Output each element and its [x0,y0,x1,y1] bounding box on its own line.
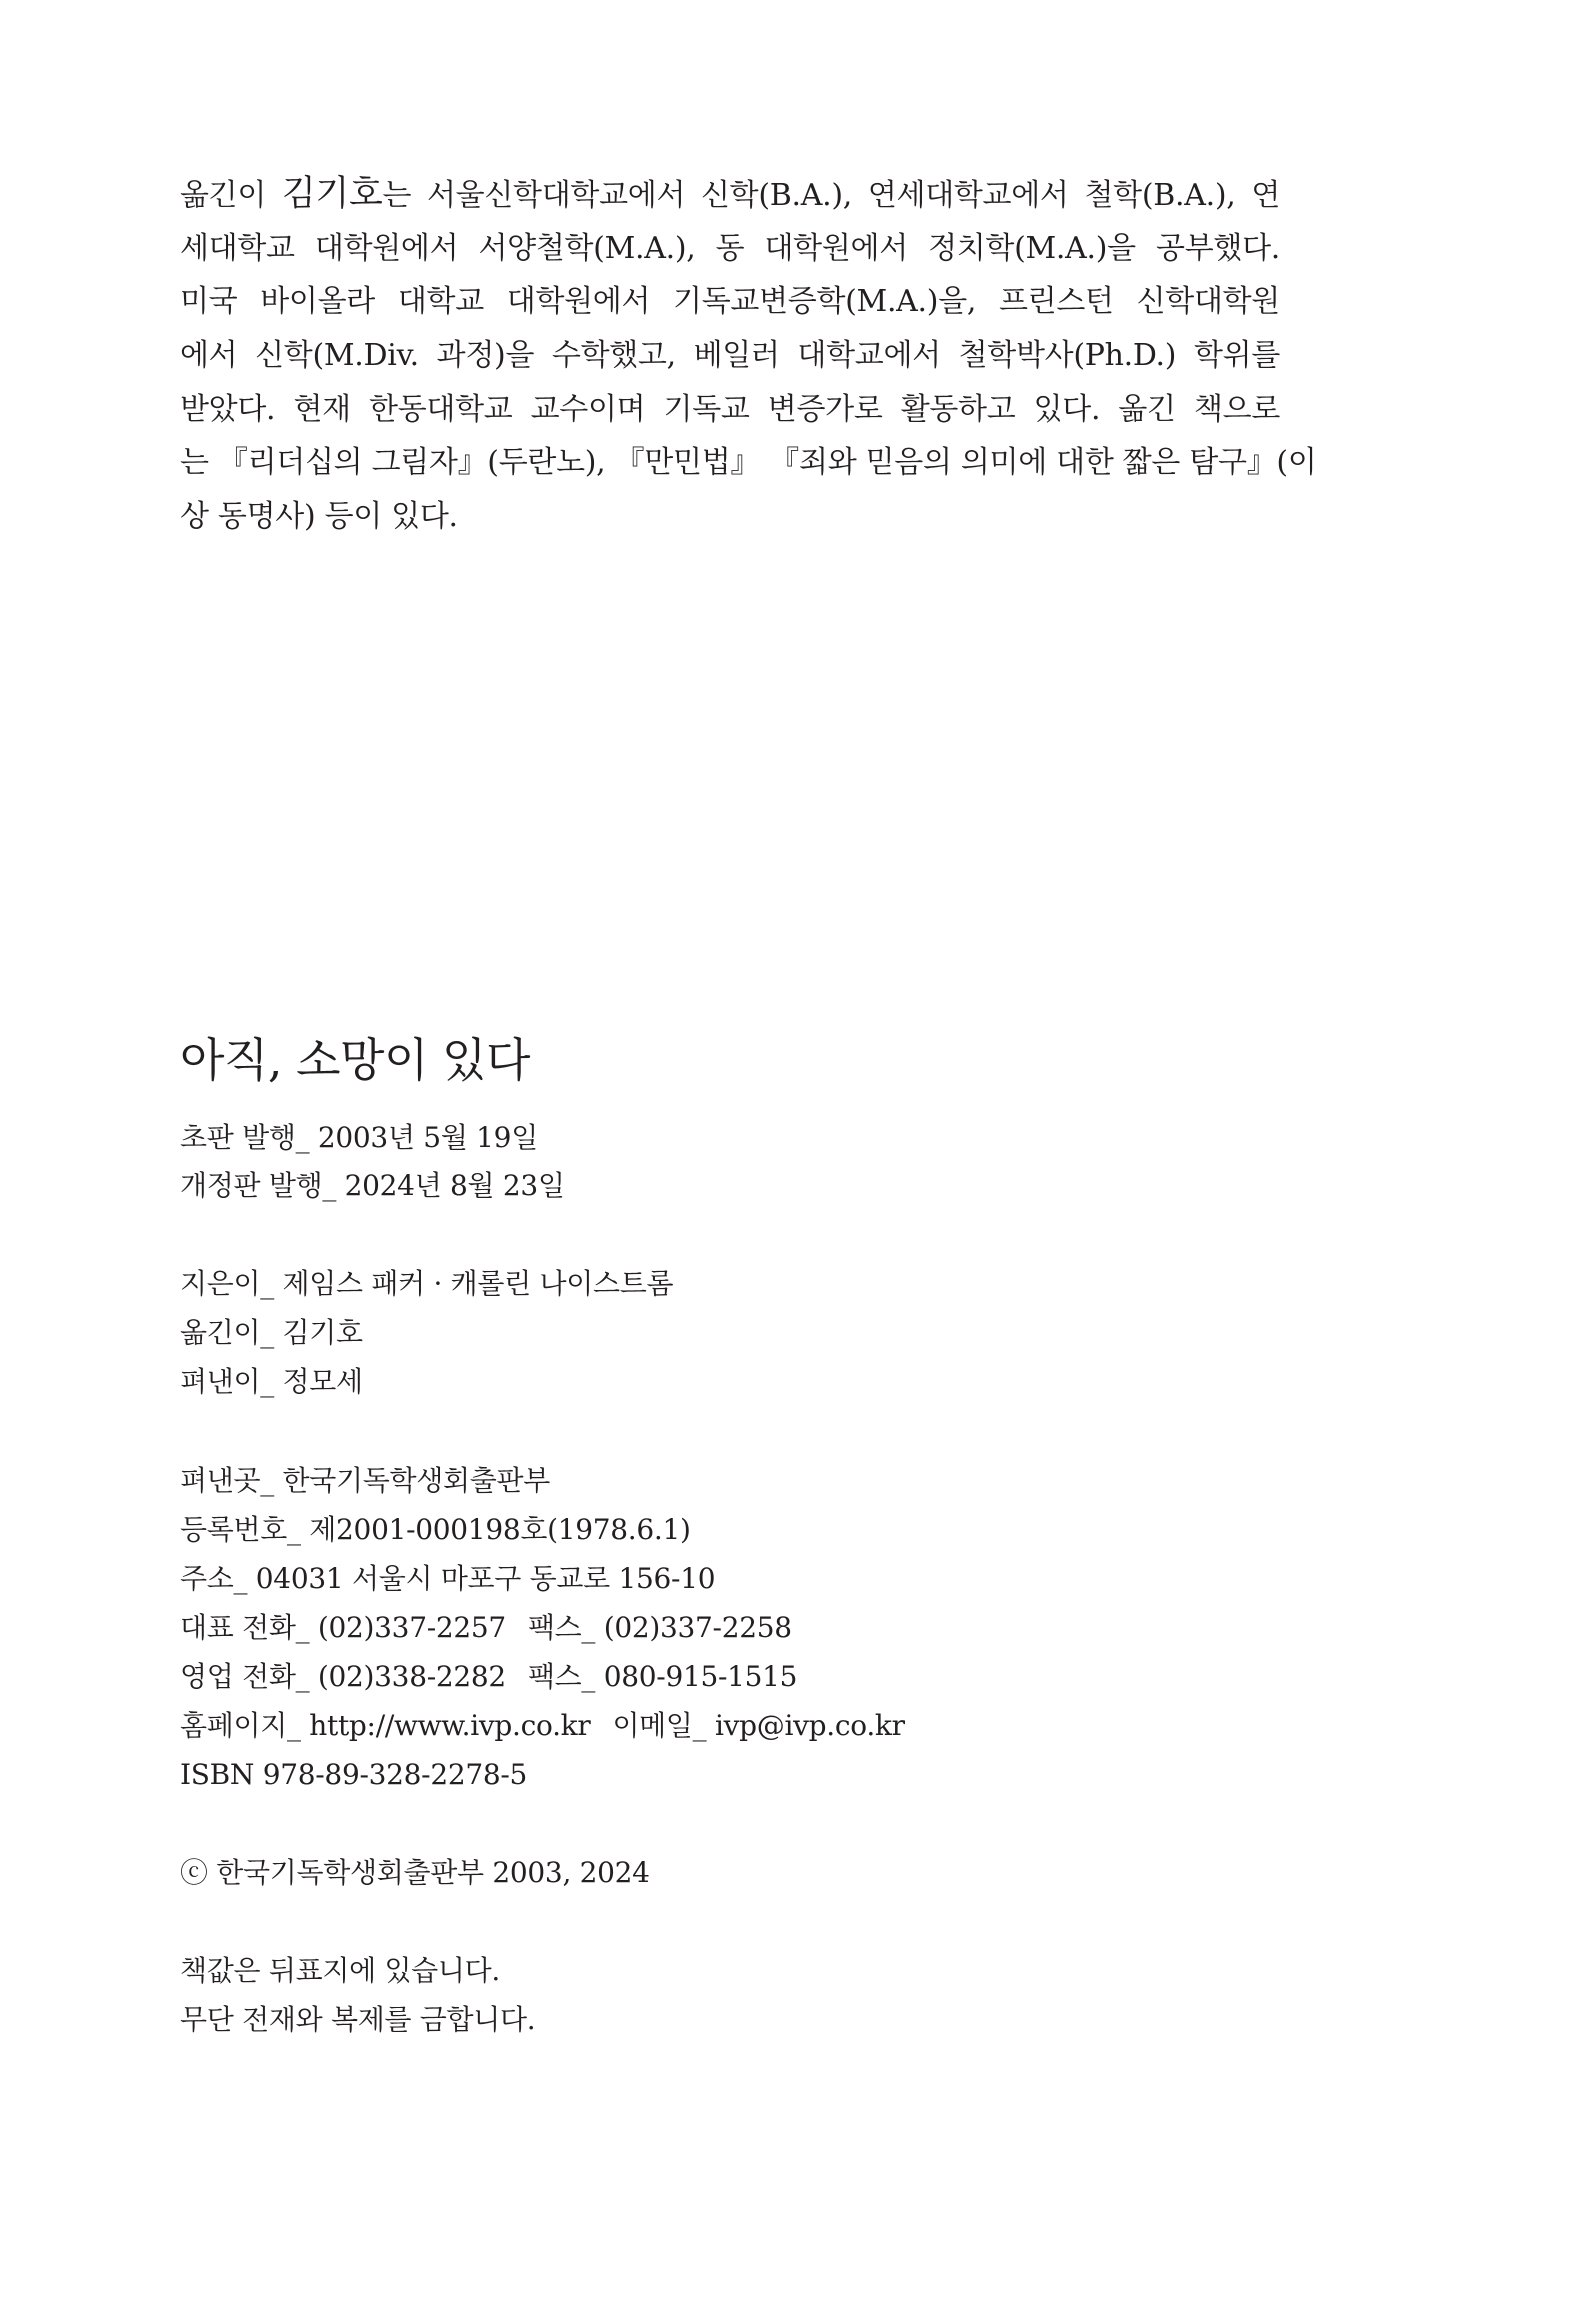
bio-line-1: 옮긴이 김기호는 서울신학대학교에서 신학(B.A.), 연세대학교에서 철학(B.A.), 연 [180,174,1280,214]
web-contact-line [180,1708,905,1744]
sales-fax: 팩스_ 080-915-1515 [527,1660,798,1693]
author-credit: 지은이_ 제임스 패커 · 캐롤린 나이스트롬 [180,1267,674,1300]
bio-line-3: 미국 바이올라 대학교 대학원에서 기독교변증학(M.A.)을, 프린스턴 신학대학원 [180,284,1280,320]
translator-credit: 옮긴이_ 김기호 [180,1316,363,1349]
email: 이메일_ ivp@ivp.co.kr [612,1709,905,1742]
publisher-address: 주소_ 04031 서울시 마포구 동교로 156-10 [180,1562,716,1595]
bio-line-7: 상 동명사) 등이 있다. [180,499,458,535]
publisher-name: 펴낸곳_ 한국기독학생회출판부 [180,1464,551,1497]
rights-note: 무단 전재와 복제를 금합니다. [180,2003,536,2036]
copyright-notice: ⓒ 한국기독학생회출판부 2003, 2024 [180,1856,650,1889]
bio-line-4: 에서 신학(M.Div. 과정)을 수학했고, 베일러 대학교에서 철학박사(Ph.D.) 학위를 [180,338,1280,374]
translator-bio [180,168,1317,544]
sales-contact-line [180,1659,797,1695]
translator-name: 김기호 [281,174,383,214]
price-note: 책값은 뒤표지에 있습니다. [180,1954,501,1987]
homepage: 홈페이지_ http://www.ivp.co.kr [180,1709,591,1742]
isbn: ISBN 978-89-328-2278-5 [180,1758,528,1791]
main-contact-line [180,1610,792,1646]
revised-edition-date: 개정판 발행_ 2024년 8월 23일 [180,1169,565,1202]
main-phone: 대표 전화_ (02)337-2257 [180,1611,506,1644]
book-title: 아직, 소망이 있다 [180,1033,530,1087]
publisher-person-credit: 펴낸이_ 정모세 [180,1365,363,1398]
bio-line-5: 받았다. 현재 한동대학교 교수이며 기독교 변증가로 활동하고 있다. 옮긴 책으로 [180,391,1280,427]
sales-phone: 영업 전화_ (02)338-2282 [180,1660,506,1693]
bio-line-2: 세대학교 대학원에서 서양철학(M.A.), 동 대학원에서 정치학(M.A.)을 공부했다. [180,230,1280,266]
first-edition-date: 초판 발행_ 2003년 5월 19일 [180,1121,538,1154]
bio-line-6: 는 『리더십의 그림자』(두란노), 『만민법』 『죄와 믿음의 의미에 대한 짧은 탐구』(이 [180,445,1317,481]
registration-number: 등록번호_ 제2001-000198호(1978.6.1) [180,1513,691,1546]
main-fax: 팩스_ (02)337-2258 [527,1611,792,1644]
